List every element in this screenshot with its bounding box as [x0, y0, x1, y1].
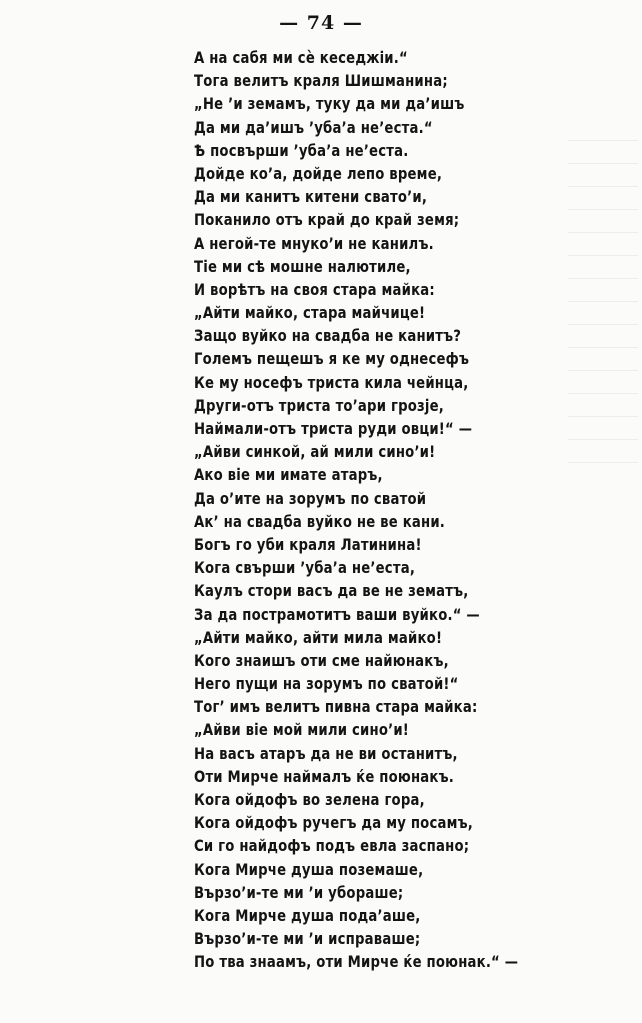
verse-line: Да ми канитъ китени свато’и,	[194, 187, 428, 207]
verse-line: На васъ атаръ да не ви останитъ,	[194, 743, 458, 763]
verse-line: Тог’ имъ велитъ пивна стара майка:	[194, 697, 478, 717]
verse-line: Кого знаишъ оти сме найюнакъ,	[194, 650, 449, 670]
verse-line: Кога свърши ’уба’а не’еста,	[194, 558, 416, 578]
verse-line: Ако віе ми имате атаръ,	[194, 465, 383, 485]
verse-line: Защо вуйко на свадба не канитъ?	[194, 326, 462, 346]
verse-line: По тва знаамъ, оти Мирче ќе поюнак.“ —	[194, 952, 519, 972]
verse-line: Да ми да’ишъ ’уба’а не’еста.“	[194, 117, 433, 137]
page-number: — 74 —	[279, 12, 363, 34]
verse-line: „Айти майко, айти мила майко!	[194, 627, 443, 647]
verse-line: Си го найдофъ подъ евла заспано;	[194, 836, 470, 856]
verse-line: „Айви віе мой мили сино’и!	[194, 720, 410, 740]
verse-line: Вързо’и-те ми ’и убораше;	[194, 882, 404, 902]
verse-line: Ѣ посвърши ’уба’а не’еста.	[194, 140, 409, 160]
poem-text	[194, 46, 594, 974]
verse-line: Кога Мирче душа пода’аше,	[194, 905, 421, 925]
verse-line: Ке му носефъ триста кила чейнца,	[194, 372, 469, 392]
verse-line: Да о’ите на зорумъ по сватой	[194, 488, 427, 508]
verse-line: Кога ойдофъ ручегъ да му посамъ,	[194, 813, 473, 833]
verse-line: Богъ го уби краля Латинина!	[194, 534, 422, 554]
verse-line: Наймали-отъ триста руди овци!“ —	[194, 419, 473, 438]
verse-line: „Айти майко, стара майчице!	[194, 303, 426, 323]
verse-line: Други-отъ триста то’ари грозје,	[194, 395, 445, 415]
verse-line: Дойде ко’а, дойде лепо време,	[194, 163, 443, 183]
verse-line: Него пущи на зорумъ по сватой!“	[194, 674, 459, 694]
verse-line: „Не ’и земамъ, туку да ми да’ишъ	[194, 94, 465, 114]
verse-line: Поканило отъ край до край земя;	[194, 210, 460, 230]
verse-line: Вързо’и-те ми ’и исправаше;	[194, 929, 421, 949]
verse-line: Тога велитъ краля Шишманина;	[194, 71, 448, 91]
verse-line: „Айви синкой, ай мили сино’и!	[194, 442, 436, 462]
verse-line: А на сабя ми сѐ кеседжіи.“	[194, 48, 408, 67]
verse-line: И ворѣтъ на своя стара майка:	[194, 279, 435, 299]
verse-line: За да пострамотитъ ваши вуйко.“ —	[194, 604, 480, 624]
verse-line: Кога Мирче душа поземаше,	[194, 859, 424, 879]
verse-line: Големъ пещешъ я ке му однесефъ	[194, 349, 470, 369]
verse-line: Каулъ стори васъ да ве не зематъ,	[194, 581, 469, 601]
verse-line: Кога ойдофъ во зелена гора,	[194, 790, 425, 809]
verse-line: А негой-те мнуко’и не канилъ.	[194, 233, 434, 253]
verse-line: Оти Мирче наймалъ ќе поюнакъ.	[194, 766, 454, 786]
verse-line: Ак’ на свадба вуйко не ве кани.	[194, 511, 446, 531]
verse-line: Тіе ми сѣ мошне налютиле,	[194, 256, 411, 276]
